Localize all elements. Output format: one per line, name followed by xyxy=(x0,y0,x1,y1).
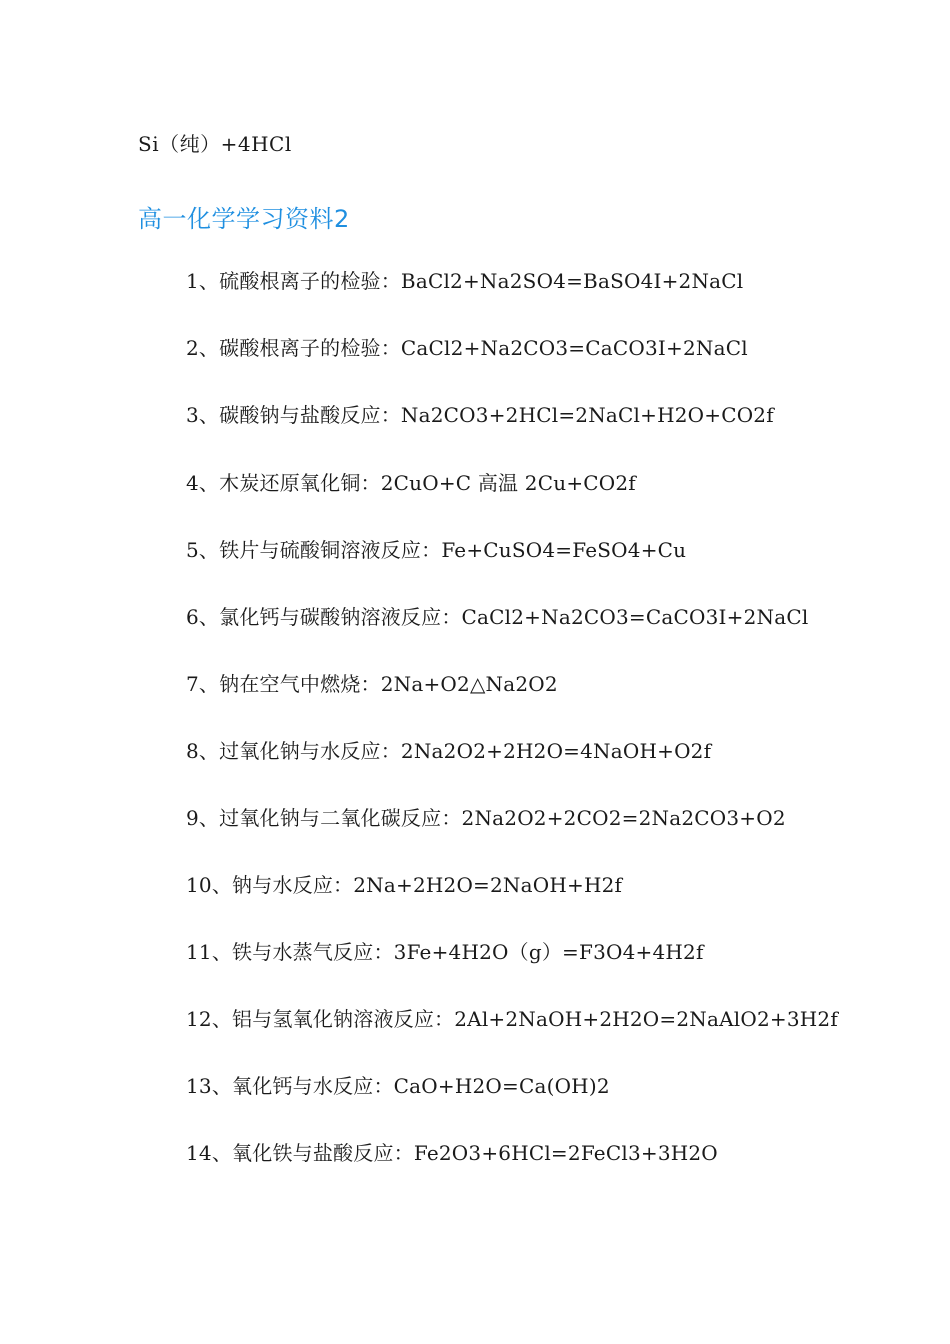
equation-item: 5、铁片与硫酸铜溶液反应：Fe+CuSO4=FeSO4+Cu xyxy=(186,538,687,562)
equation-item: 3、碳酸钠与盐酸反应：Na2CO3+2HCl=2NaCl+H2O+CO2f xyxy=(186,403,774,427)
equation-item: 9、过氧化钠与二氧化碳反应：2Na2O2+2CO2=2Na2CO3+O2 xyxy=(186,806,786,830)
equation-item: 11、铁与水蒸气反应：3Fe+4H2O（g）=F3O4+4H2f xyxy=(186,940,704,964)
equation-item: 8、过氧化钠与水反应：2Na2O2+2H2O=4NaOH+O2f xyxy=(186,739,712,763)
equation-item: 10、钠与水反应：2Na+2H2O=2NaOH+H2f xyxy=(186,873,623,897)
equation-item: 2、碳酸根离子的检验：CaCl2+Na2CO3=CaCO3I+2NaCl xyxy=(186,336,748,360)
equation-item: 13、氧化钙与水反应：CaO+H2O=Ca(OH)2 xyxy=(186,1074,610,1098)
equation-item: 7、钠在空气中燃烧：2Na+O2△Na2O2 xyxy=(186,672,558,696)
continued-equation-line: Si（纯）+4HCl xyxy=(138,132,292,156)
section-heading: 高一化学学习资料2 xyxy=(138,205,350,233)
equation-item: 12、铝与氢氧化钠溶液反应：2Al+2NaOH+2H2O=2NaAlO2+3H2f xyxy=(186,1007,838,1031)
equation-item: 4、木炭还原氧化铜：2CuO+C 高温 2Cu+CO2f xyxy=(186,471,636,495)
equation-item: 6、氯化钙与碳酸钠溶液反应：CaCl2+Na2CO3=CaCO3I+2NaCl xyxy=(186,605,809,629)
equation-item: 1、硫酸根离子的检验：BaCl2+Na2SO4=BaSO4I+2NaCl xyxy=(186,269,744,293)
equation-item: 14、氧化铁与盐酸反应：Fe2O3+6HCl=2FeCl3+3H2O xyxy=(186,1141,718,1165)
